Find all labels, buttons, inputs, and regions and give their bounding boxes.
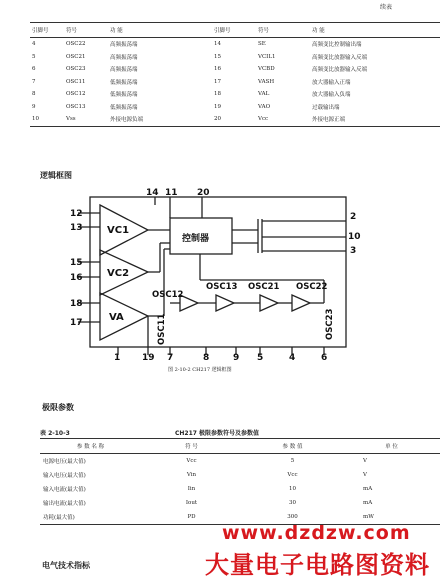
- osc23-label: OSC23: [325, 308, 335, 340]
- table-cell: mW: [343, 510, 440, 525]
- va-amplifier: [100, 293, 148, 340]
- table-cell: 输出电流(最大值): [43, 501, 86, 507]
- vc1-label: VC1: [107, 225, 130, 236]
- pin-number: 11: [165, 188, 178, 198]
- header-cell: 符号: [64, 23, 108, 38]
- pin-number: 14: [146, 188, 159, 198]
- table-cell: 14: [214, 41, 221, 48]
- pin-number: 18: [70, 299, 83, 309]
- controller-label: 控制器: [182, 234, 210, 244]
- table-cell: 功耗(最大值): [40, 510, 141, 525]
- osc21-label: OSC21: [248, 282, 280, 292]
- header-cell: 引脚号: [212, 23, 256, 38]
- table-row: [30, 113, 440, 126]
- table-row: [30, 88, 440, 101]
- table-cell: 高频变比放器输入反端: [312, 67, 368, 74]
- table-cell: OSC11: [66, 78, 86, 85]
- header-cell: 引脚号: [30, 23, 64, 38]
- table-cell: OSC22: [66, 41, 86, 48]
- table-row: [30, 51, 440, 64]
- table-cell: Vss: [64, 113, 108, 126]
- table-cell: 输入电压(最大值): [43, 473, 86, 479]
- table-cell: OSC21: [66, 53, 86, 60]
- section-title-electrical: 电气技术指标: [42, 561, 90, 570]
- table-header-row: [40, 439, 440, 454]
- table-cell: 高频振荡端: [110, 42, 138, 49]
- pin-number: 15: [70, 258, 83, 268]
- vc2-label: VC2: [107, 268, 130, 279]
- pin-number: 10: [348, 232, 361, 242]
- table-cell: Vcc: [287, 472, 298, 478]
- table-cell: 高频振荡端: [110, 54, 138, 61]
- table-cell: V: [363, 458, 367, 464]
- table-cell: 外接电源正端: [310, 113, 440, 126]
- section-title-logic: 逻辑框图: [40, 171, 72, 180]
- pin-number: 12: [70, 209, 83, 219]
- pin-number: 16: [70, 273, 83, 283]
- table-cell: 低频振荡端: [110, 92, 138, 99]
- table-cell: 7: [32, 78, 36, 85]
- header-cell: 功 能: [108, 23, 212, 38]
- table-cell: mA: [363, 500, 373, 506]
- table-cell: 放大器输入负端: [312, 92, 351, 99]
- pin-number: 6: [321, 353, 328, 360]
- header-cell: 符 号: [141, 439, 242, 454]
- table-cell: VAL: [258, 91, 270, 98]
- table-row: [30, 76, 440, 89]
- logic-block-diagram: [70, 185, 370, 360]
- table-header-row: [30, 23, 440, 38]
- table-cell: Vin: [186, 472, 197, 478]
- pin-number: 8: [203, 353, 210, 360]
- table-row: [30, 101, 440, 114]
- pin-number: 17: [70, 318, 83, 328]
- pin-number: 4: [289, 353, 296, 360]
- table-row: [30, 63, 440, 76]
- pin-number: 20: [197, 188, 210, 198]
- table-cell: 300: [242, 510, 343, 525]
- limit-parameter-table: [40, 438, 440, 525]
- table-row: [40, 496, 440, 510]
- osc12-label: OSC12: [152, 290, 184, 300]
- table-cell: OSC12: [66, 91, 86, 98]
- osc22-label: OSC22: [296, 282, 328, 292]
- table-cell: 5: [290, 458, 295, 464]
- table-cell: 16: [214, 66, 221, 73]
- table-cell: Iin: [187, 486, 196, 492]
- table-cell: 10: [30, 113, 64, 126]
- pin-number: 3: [350, 246, 357, 256]
- table-cell: 9: [32, 103, 36, 110]
- table-row: [40, 482, 440, 496]
- table-cell: 高频变比控制输出端: [312, 42, 362, 49]
- header-cell: 功 能: [310, 23, 440, 38]
- table-cell: 30: [289, 500, 296, 506]
- table-cell: VCIL1: [258, 53, 276, 60]
- section-title-limits: 极限参数: [42, 403, 74, 412]
- pin-number: 5: [257, 353, 264, 360]
- table-label: 表 2-10-3: [40, 430, 70, 437]
- pin-number: 9: [233, 353, 240, 360]
- table-cell: OSC23: [66, 66, 86, 73]
- table-cell: 10: [289, 486, 296, 492]
- header-cell: 符号: [256, 23, 310, 38]
- table-cell: 19: [214, 103, 221, 110]
- table-cell: 17: [214, 78, 221, 85]
- watermark-url: www.dzdzw.com: [222, 522, 411, 544]
- pin-function-table: [30, 22, 440, 127]
- table-row: [30, 38, 440, 51]
- table-cell: PD: [141, 510, 242, 525]
- table-cell: 6: [32, 66, 36, 73]
- pin-number: 1: [114, 353, 121, 360]
- watermark-text: 大量电子电路图资料: [205, 551, 430, 579]
- table-cell: 高频振荡端: [110, 67, 138, 74]
- table-cell: VAO: [258, 103, 271, 110]
- table-cell: 电源电压(最大值): [43, 459, 86, 465]
- table-cell: 高频变比放器输入反端: [312, 54, 368, 61]
- table-cell: 15: [214, 53, 221, 60]
- table-cell: 4: [32, 41, 36, 48]
- table-cell: 低频振荡端: [110, 104, 138, 111]
- table-row: [40, 454, 440, 469]
- table-cell: 外接电源负端: [108, 113, 212, 126]
- pin-number: 19: [142, 353, 155, 360]
- table-cell: mA: [363, 486, 373, 492]
- table-cell: 5: [32, 53, 36, 60]
- table-cell: 18: [214, 91, 221, 98]
- pin-number: 7: [167, 353, 174, 360]
- table-cell: Vcc: [256, 113, 310, 126]
- va-label: VA: [109, 312, 124, 323]
- table-cell: 低频振荡端: [110, 79, 138, 86]
- table-cell: 输入电流(最大值): [43, 487, 86, 493]
- table-caption: CH217 极限参数符号及参数值: [175, 430, 260, 437]
- table-cell: 8: [32, 91, 36, 98]
- osc11-label: OSC11: [157, 313, 167, 345]
- header-cell: 参 数 名 称: [40, 439, 141, 454]
- table-cell: 放大器输入正端: [312, 79, 351, 86]
- table-cell: Vcc: [186, 458, 197, 464]
- table-cell: Iout: [185, 500, 198, 506]
- figure-caption: 图 2-10-2 CH217 逻辑框图: [168, 367, 232, 373]
- table-cell: OSC13: [66, 103, 86, 110]
- table-cell: VASH: [258, 78, 275, 85]
- table-cell: 20: [212, 113, 256, 126]
- table-cell: V: [363, 472, 367, 478]
- pin-number: 13: [70, 223, 83, 233]
- header-cell: 单 位: [343, 439, 440, 454]
- continued-label: 续表: [380, 4, 393, 11]
- table-cell: SE: [258, 41, 266, 48]
- osc13-label: OSC13: [206, 282, 238, 292]
- table-row: [40, 468, 440, 482]
- table-cell: 过载输出端: [312, 104, 340, 111]
- table-cell: VCBD: [258, 66, 275, 73]
- header-cell: 参 数 值: [242, 439, 343, 454]
- pin-number: 2: [350, 212, 357, 222]
